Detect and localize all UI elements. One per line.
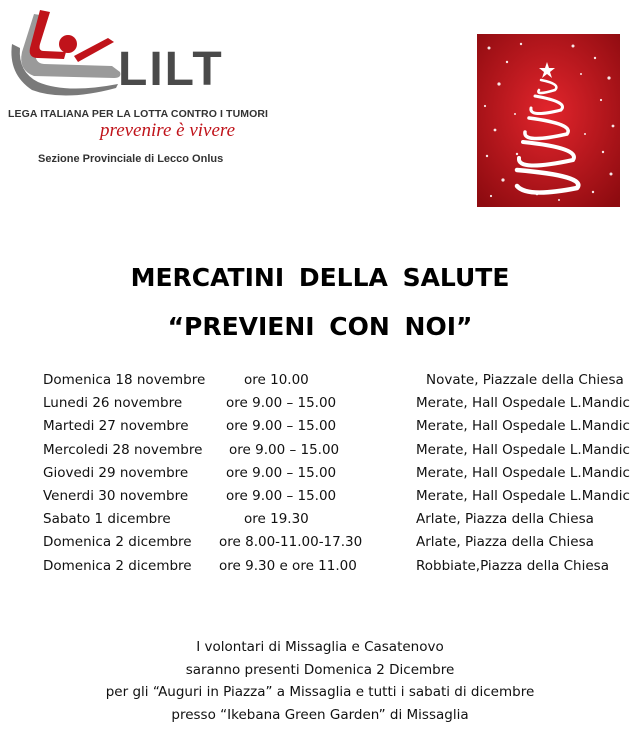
schedule-row [0,418,640,441]
schedule-time: ore 8.00-11.00-17.30 [219,534,363,551]
schedule-row [0,372,640,395]
schedule-day: Venerdi 30 novembre [43,487,189,504]
schedule-row [0,465,640,488]
footer-line: presso “Ikebana Green Garden” di Missaglia [171,706,469,723]
footer-line: saranno presenti Domenica 2 Dicembre [185,661,455,678]
schedule-list [0,372,640,581]
schedule-time: ore 19.30 [244,511,309,528]
schedule-day: Mercoledi 28 novembre [43,441,203,458]
schedule-place: Robbiate,Piazza della Chiesa [416,557,609,574]
schedule-time: ore 9.00 – 15.00 [226,464,337,481]
slogan: prevenire è vivere [100,120,236,141]
schedule-time: ore 9.00 – 15.00 [226,395,337,412]
schedule-time: ore 9.00 – 15.00 [226,418,337,435]
christmas-tree-spiral-icon [477,34,620,207]
schedule-place: Arlate, Piazza della Chiesa [416,511,594,528]
schedule-time: ore 9.00 – 15.00 [226,487,337,504]
schedule-row [0,558,640,581]
page-title: MERCATINI DELLA SALUTE [130,263,510,292]
schedule-time: ore 9.00 – 15.00 [229,441,340,458]
schedule-day: Martedi 27 novembre [43,418,189,435]
organization-name: LEGA ITALIANA PER LA LOTTA CONTRO I TUMORI [8,108,269,120]
christmas-card-image [477,34,620,207]
page-subtitle: “PREVIENI CON NOI” [167,312,473,341]
schedule-day: Domenica 18 novembre [43,372,206,388]
lilt-logo [0,0,300,175]
volunteers-note [0,636,640,726]
schedule-place: Merate, Hall Ospedale L.Mandic [416,395,630,412]
schedule-day: Domenica 2 dicembre [43,557,192,574]
schedule-day: Lunedi 26 novembre [43,395,183,412]
schedule-row [0,442,640,465]
schedule-time: ore 10.00 [244,372,309,388]
footer-line: I volontari di Missaglia e Casatenovo [196,639,444,655]
schedule-day: Sabato 1 dicembre [43,511,171,528]
schedule-place: Merate, Hall Ospedale L.Mandic [416,418,630,435]
schedule-day: Giovedi 29 novembre [43,464,189,481]
schedule-row [0,395,640,418]
schedule-place: Novate, Piazzale della Chiesa [426,372,624,388]
lilt-logo-mark-icon [4,4,124,104]
schedule-place: Merate, Hall Ospedale L.Mandic [416,464,630,481]
logo-wordmark: LILT [118,43,224,96]
schedule-row [0,534,640,557]
section-name: Sezione Provinciale di Lecco Onlus [38,153,224,165]
schedule-place: Merate, Hall Ospedale L.Mandic [416,441,630,458]
schedule-place: Merate, Hall Ospedale L.Mandic [416,487,630,504]
schedule-row [0,488,640,511]
schedule-day: Domenica 2 dicembre [43,534,192,551]
schedule-time: ore 9.30 e ore 11.00 [219,557,357,574]
schedule-place: Arlate, Piazza della Chiesa [416,534,594,551]
footer-line: per gli “Auguri in Piazza” a Missaglia e tutti i sabati di dicembre [105,684,535,700]
schedule-row [0,511,640,534]
